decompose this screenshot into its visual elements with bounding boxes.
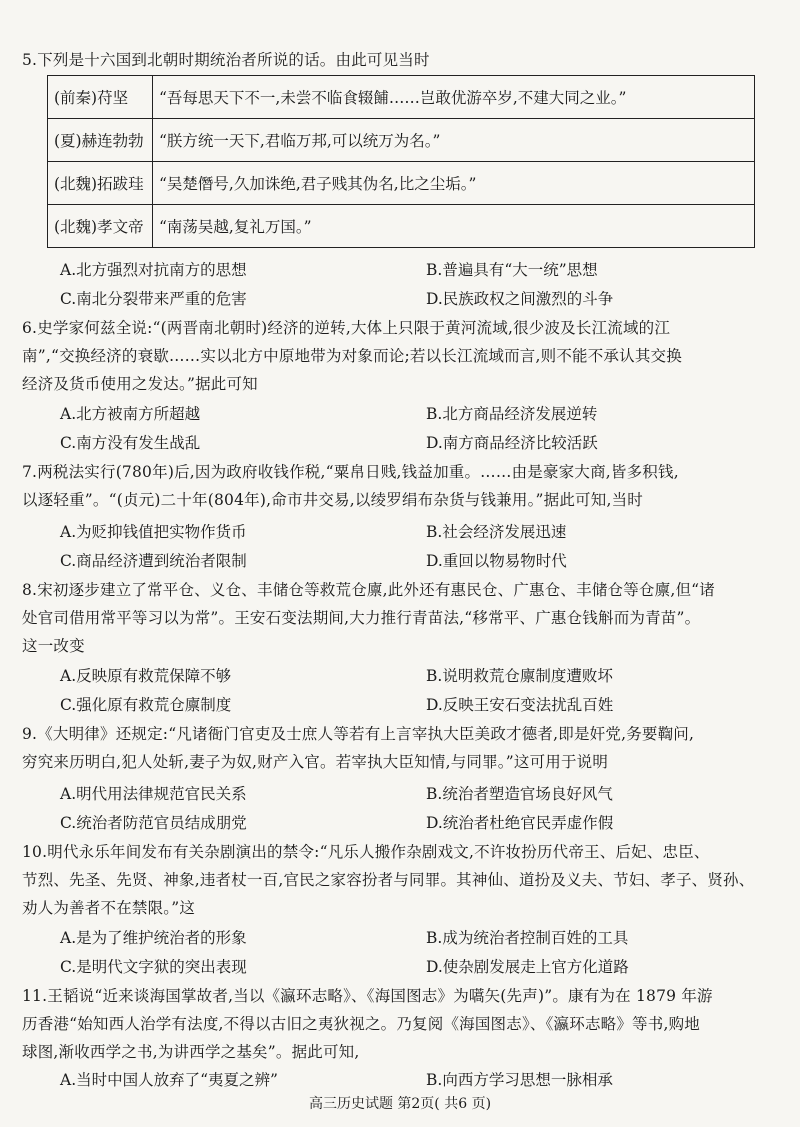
q6-line1: 6.史学家何兹全说:“(两晋南北朝时)经济的逆转,大体上只限于黄河流域,很少波及长江流域的江 (22, 319, 671, 337)
q11-line3: 球图,渐收西学之书,为讲西学之基矣”。据此可知, (22, 1043, 360, 1061)
q8-option-d[interactable]: D.反映王安石变法扰乱百姓 (426, 696, 614, 714)
q5-options (60, 256, 780, 314)
q10-line2: 节烈、先圣、先贤、神象,违者杖一百,官民之家容扮者与同罪。其神仙、道扮及义夫、节妇、孝子、贤孙、 (22, 871, 755, 889)
q9-line1: 9.《大明律》还规定:“凡诸衙门官吏及士庶人等若有上言宰执大臣美政才德者,即是奸党,务要鞫问, (22, 725, 695, 743)
q10-line1: 10.明代永乐年间发布有关杂剧演出的禁令:“凡乐人搬作杂剧戏文,不许妆扮历代帝王、后妃、忠臣、 (22, 843, 710, 861)
q9-option-d[interactable]: D.统治者杜绝官民弄虚作假 (426, 814, 614, 832)
q7-option-c[interactable]: C.商品经济遭到统治者限制 (60, 552, 247, 570)
q8-line1: 8.宋初逐步建立了常平仓、义仓、丰储仓等救荒仓廪,此外还有惠民仓、广惠仓、丰储仓等仓廪,但“诸 (22, 581, 715, 599)
q7-option-d[interactable]: D.重回以物易物时代 (426, 552, 567, 570)
q6-option-c[interactable]: C.南方没有发生战乱 (60, 434, 201, 452)
q6-line3: 经济及货币使用之发达。”据此可知 (22, 375, 258, 393)
q11-stem (22, 982, 782, 1066)
table-row (48, 205, 755, 248)
q5-option-c[interactable]: C.南北分裂带来严重的危害 (60, 290, 247, 308)
q11-line1: 11.王韬说“近来谈海国掌故者,当以《瀛环志略》、《海国图志》为嚆矢(先声)”。康有为在 1879 年游 (22, 987, 713, 1005)
q8-option-b[interactable]: B.说明救荒仓廪制度遭败坏 (426, 667, 613, 685)
q11-option-b[interactable]: B.向西方学习思想一脉相承 (426, 1071, 613, 1089)
page-footer: 高三历史试题 第2页( 共6 页) (308, 1096, 492, 1112)
table-row (48, 162, 755, 205)
q8-line3: 这一改变 (22, 637, 85, 655)
q5-row1-who: (前秦)苻坚 (48, 76, 153, 119)
q8-options (60, 662, 780, 720)
q6-options (60, 400, 780, 458)
table-row (48, 119, 755, 162)
q10-options (60, 924, 780, 982)
q9-option-b[interactable]: B.统治者塑造官场良好风气 (426, 785, 613, 803)
q9-options (60, 780, 780, 838)
q7-stem (22, 458, 782, 514)
table-row (48, 76, 755, 119)
q5-option-d[interactable]: D.民族政权之间激烈的斗争 (426, 290, 614, 308)
q10-line3: 劝人为善者不在禁限。”这 (22, 899, 196, 917)
q6-option-b[interactable]: B.北方商品经济发展逆转 (426, 405, 598, 423)
q9-option-a[interactable]: A.明代用法律规范官民关系 (60, 785, 247, 803)
q10-option-b[interactable]: B.成为统治者控制百姓的工具 (426, 929, 629, 947)
q5-row3-quote: “吴楚僭号,久加诛绝,君子贱其伪名,比之尘垢。” (153, 162, 755, 205)
q7-line2: 以逐轻重”。“(贞元)二十年(804年),命市井交易,以绫罗绢布杂货与钱兼用。”据此可知,当时 (22, 491, 643, 509)
q5-row3-who: (北魏)拓跋珪 (48, 162, 153, 205)
q10-option-d[interactable]: D.使杂剧发展走上官方化道路 (426, 958, 629, 976)
q9-stem (22, 720, 782, 776)
q5-quote-table (47, 75, 755, 248)
q11-options (60, 1066, 780, 1095)
q10-option-a[interactable]: A.是为了维护统治者的形象 (60, 929, 247, 947)
q11-option-a[interactable]: A.当时中国人放弃了“夷夏之辨” (60, 1071, 278, 1089)
q8-line2: 处官司借用常平等习以为常”。王安石变法期间,大力推行青苗法,“移常平、广惠仓钱斛而为青苗”。 (22, 609, 701, 627)
q6-option-d[interactable]: D.南方商品经济比较活跃 (426, 434, 598, 452)
q8-stem (22, 576, 782, 660)
q6-option-a[interactable]: A.北方被南方所超越 (60, 405, 201, 423)
q5-stem: 5.下列是十六国到北朝时期统治者所说的话。由此可见当时 (22, 51, 430, 69)
q5-row4-quote: “南荡吴越,复礼万国。” (153, 205, 755, 248)
q10-stem (22, 838, 782, 922)
q5-option-a[interactable]: A.北方强烈对抗南方的思想 (60, 261, 247, 279)
q6-stem (22, 314, 782, 398)
q10-option-c[interactable]: C.是明代文字狱的突出表现 (60, 958, 247, 976)
q7-line1: 7.两税法实行(780年)后,因为政府收钱作税,“粟帛日贱,钱益加重。……由是豪家大商,皆多积钱, (22, 463, 679, 481)
q7-option-b[interactable]: B.社会经济发展迅速 (426, 523, 567, 541)
q11-line2: 历香港“始知西人治学有法度,不得以古旧之夷狄视之。乃复阅《海国图志》、《瀛环志略》等书,购地 (22, 1015, 700, 1033)
q5-row2-who: (夏)赫连勃勃 (48, 119, 153, 162)
q7-option-a[interactable]: A.为贬抑钱值把实物作货币 (60, 523, 247, 541)
q9-option-c[interactable]: C.统治者防范官员结成朋党 (60, 814, 247, 832)
q5-option-b[interactable]: B.普遍具有“大一统”思想 (426, 261, 598, 279)
q9-line2: 穷究来历明白,犯人处斩,妻子为奴,财产入官。若宰执大臣知情,与同罪。”这可用于说明 (22, 753, 609, 771)
q6-line2: 南”,“交换经济的衰歇……实以北方中原地带为对象而论;若以长江流域而言,则不能不承认其交换 (22, 347, 682, 365)
q7-options (60, 518, 780, 576)
q8-option-c[interactable]: C.强化原有救荒仓廪制度 (60, 696, 232, 714)
q5-row4-who: (北魏)孝文帝 (48, 205, 153, 248)
q8-option-a[interactable]: A.反映原有救荒保障不够 (60, 667, 232, 685)
q5-row2-quote: “朕方统一天下,君临万邦,可以统万为名。” (153, 119, 755, 162)
q5-row1-quote: “吾每思天下不一,未尝不临食辍餔……岂敢优游卒岁,不建大同之业。” (153, 76, 755, 119)
